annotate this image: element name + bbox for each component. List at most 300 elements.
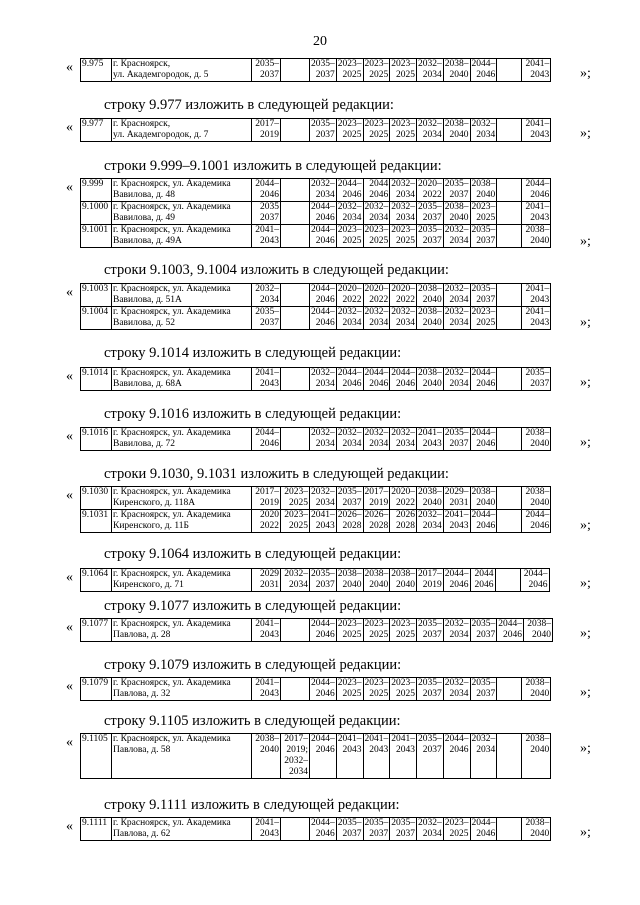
- period-cell: [497, 428, 522, 451]
- period-cell-line: 2046: [342, 379, 362, 389]
- period-cell: [390, 368, 417, 391]
- section-heading: строку 9.1064 изложить в следующей редакции:: [104, 546, 402, 562]
- period-cell-line: [498, 689, 520, 700]
- row-number: 9.1077: [81, 619, 112, 642]
- period-cell-line: 2043: [260, 829, 279, 839]
- period-cell: [495, 569, 520, 592]
- period-cell-line: 2034: [449, 236, 469, 246]
- amendment-table-block: [80, 733, 551, 779]
- period-cell-line: 2034: [289, 767, 308, 777]
- close-quote: »;: [580, 126, 591, 141]
- period-cell-line: 2025: [396, 70, 415, 80]
- period-cell-line: 2038–: [471, 487, 496, 497]
- period-cell-line: 2032–: [444, 368, 469, 378]
- period-cell: [336, 569, 363, 592]
- period-cell-line: 2020–: [337, 284, 362, 294]
- amendment-table: [80, 618, 553, 642]
- period-cell-line: 2046: [449, 580, 469, 590]
- period-cell-line: 2037: [449, 439, 469, 449]
- period-cell-line: 2023–: [391, 225, 415, 235]
- period-cell-line: [282, 70, 308, 81]
- address-cell: [112, 569, 252, 592]
- period-cell-line: [498, 498, 520, 509]
- period-cell-line: 2023–: [284, 487, 308, 497]
- period-cell-line: 2038–: [527, 619, 551, 629]
- row-number: 9.1105: [81, 734, 112, 779]
- period-cell: [281, 368, 310, 391]
- period-cell-line: 2038–: [444, 119, 469, 129]
- period-cell: [281, 179, 310, 202]
- period-cell: [522, 368, 551, 391]
- period-cell-line: [498, 678, 520, 689]
- period-cell-line: 2046: [315, 689, 335, 699]
- period-cell-line: 2023–: [471, 307, 496, 317]
- period-cell-line: [282, 190, 308, 201]
- period-cell: [281, 307, 310, 330]
- period-cell-line: 2043: [260, 379, 279, 389]
- period-cell-line: 2037: [315, 130, 335, 140]
- period-cell: [281, 428, 310, 451]
- period-cell: [310, 619, 337, 642]
- period-cell-line: 2028: [342, 521, 362, 531]
- period-cell: [281, 734, 310, 779]
- period-cell: [310, 307, 337, 330]
- period-cell-line: 2025: [369, 689, 389, 699]
- period-cell: [417, 678, 444, 701]
- period-cell-line: 2046: [449, 745, 469, 755]
- period-cell-line: 2035–: [418, 619, 442, 629]
- period-cell-line: 2023–: [337, 59, 362, 69]
- address-cell-line: г. Красноярск,: [113, 119, 171, 129]
- period-cell-line: 2044–: [255, 428, 279, 438]
- period-cell: [252, 510, 281, 533]
- period-cell: [363, 818, 390, 841]
- period-cell-line: 2032–: [255, 284, 279, 294]
- period-cell-line: [282, 379, 308, 390]
- period-cell-line: 2034: [260, 295, 279, 305]
- address-cell-line: г. Красноярск, ул. Академика: [113, 510, 231, 520]
- period-cell-line: 2025: [476, 318, 496, 328]
- period-cell-line: 2046: [530, 521, 550, 531]
- period-cell: [522, 428, 551, 451]
- address-cell-line: Киренского, д. 118А: [113, 498, 196, 508]
- period-cell-line: 2017–: [255, 487, 279, 497]
- period-cell: [443, 678, 470, 701]
- period-cell-line: 2041–: [525, 307, 550, 317]
- period-cell-line: 2040: [422, 379, 442, 389]
- amendment-table-block: [80, 618, 553, 642]
- address-cell: [112, 619, 252, 642]
- period-cell-line: 2035–: [444, 428, 469, 438]
- period-cell: [417, 179, 444, 202]
- address-cell-line: Павлова, д. 28: [113, 630, 171, 640]
- address-cell-line: г. Красноярск,: [113, 59, 171, 69]
- period-cell-line: 2035–: [311, 59, 335, 69]
- close-quote: »;: [580, 234, 591, 249]
- period-cell-line: 2040: [530, 236, 550, 246]
- table-row: [81, 368, 551, 391]
- period-cell-line: 2037: [260, 318, 279, 328]
- period-cell-line: 2044–: [444, 569, 469, 579]
- period-cell-line: 2023–: [337, 119, 362, 129]
- period-cell: [336, 487, 363, 510]
- period-cell-line: 2023–: [391, 119, 415, 129]
- period-cell-line: 2017–: [284, 734, 308, 744]
- period-cell-line: 2031: [260, 580, 279, 590]
- period-cell-line: 2034: [315, 498, 335, 508]
- period-cell-line: 2035–: [471, 225, 496, 235]
- period-cell-line: 2044–: [311, 734, 335, 744]
- period-cell-line: 2035–: [418, 678, 442, 688]
- period-cell: [252, 619, 281, 642]
- period-cell-line: 2044–: [471, 428, 496, 438]
- period-cell: [310, 284, 337, 307]
- period-cell: [336, 619, 363, 642]
- period-cell-line: 2037: [476, 236, 496, 246]
- period-cell-line: 2038–: [418, 284, 442, 294]
- address-cell: [112, 179, 252, 202]
- period-cell: [390, 678, 417, 701]
- period-cell-line: 2032–: [444, 225, 469, 235]
- close-quote: »;: [580, 685, 591, 700]
- period-cell-line: 2037: [422, 236, 442, 246]
- period-cell-line: [282, 236, 308, 247]
- period-cell: [470, 59, 497, 82]
- amendment-table-block: [80, 118, 551, 142]
- period-cell-line: 2037: [422, 689, 442, 699]
- period-cell-line: 2026: [396, 510, 415, 520]
- open-quote: «: [66, 369, 73, 384]
- period-cell-line: 2044–: [444, 734, 469, 744]
- period-cell-line: 2032–: [337, 428, 362, 438]
- period-cell-line: 2046: [315, 829, 335, 839]
- table-row: [81, 818, 551, 841]
- period-cell: [522, 307, 551, 330]
- amendment-table-block: [80, 568, 550, 592]
- period-cell: [417, 734, 444, 779]
- period-cell-line: 2022: [396, 498, 415, 508]
- period-cell-line: 2040: [422, 498, 442, 508]
- period-cell-line: 2034: [342, 318, 362, 328]
- period-cell-line: 2023–: [337, 225, 362, 235]
- period-cell-line: [498, 318, 520, 329]
- address-cell-line: Вавилова, д. 68А: [113, 379, 182, 389]
- period-cell-line: 2025: [369, 70, 389, 80]
- period-cell-line: [498, 179, 520, 190]
- address-cell: [112, 510, 252, 533]
- period-cell: [281, 487, 310, 510]
- period-cell-line: 2034: [422, 130, 442, 140]
- period-cell-line: 2025: [289, 521, 308, 531]
- period-cell: [310, 225, 337, 248]
- period-cell-line: 2034: [315, 439, 335, 449]
- period-cell-line: [282, 439, 308, 450]
- row-number: 9.1031: [81, 510, 112, 533]
- period-cell: [497, 678, 522, 701]
- period-cell-line: [282, 119, 308, 130]
- period-cell-line: 2023–: [337, 619, 362, 629]
- period-cell: [417, 428, 444, 451]
- period-cell-line: 2025: [342, 70, 362, 80]
- period-cell: [522, 510, 551, 533]
- period-cell: [336, 307, 363, 330]
- period-cell: [522, 487, 551, 510]
- period-cell: [522, 734, 551, 779]
- period-cell: [390, 119, 417, 142]
- period-cell: [417, 119, 444, 142]
- period-cell-line: [498, 428, 520, 439]
- period-cell-line: 2044–: [311, 202, 335, 212]
- period-cell-line: 2041–: [444, 510, 469, 520]
- period-cell-line: 2041–: [255, 368, 279, 378]
- period-cell-line: 2046: [476, 379, 496, 389]
- address-cell-line: ул. Академгородок, д. 5: [113, 70, 209, 80]
- table-row: [81, 734, 551, 779]
- period-cell-line: 2035–: [364, 818, 389, 828]
- period-cell-line: 2046: [315, 318, 335, 328]
- table-row: [81, 428, 551, 451]
- period-cell: [336, 678, 363, 701]
- period-cell-line: 2023–: [391, 59, 415, 69]
- page-number: 20: [313, 34, 327, 49]
- period-cell-line: 2035–: [311, 119, 335, 129]
- period-cell-line: 2043: [342, 745, 362, 755]
- address-cell-line: г. Красноярск, ул. Академика: [113, 734, 231, 744]
- period-cell-line: 2032–: [391, 202, 415, 212]
- table-row: [81, 284, 551, 307]
- period-cell-line: 2046: [369, 379, 389, 389]
- period-cell-line: 2032–: [471, 734, 496, 744]
- address-cell: [112, 307, 252, 330]
- period-cell-line: 2035–: [525, 368, 550, 378]
- period-cell: [524, 619, 553, 642]
- period-cell: [443, 59, 470, 82]
- amendment-table-block: [80, 367, 551, 391]
- period-cell: [252, 569, 281, 592]
- period-cell-line: 2041–: [337, 734, 362, 744]
- period-cell: [497, 284, 522, 307]
- period-cell: [310, 119, 337, 142]
- period-cell-line: 2038–: [391, 569, 415, 579]
- period-cell-line: [498, 130, 520, 141]
- address-cell-line: г. Красноярск, ул. Академика: [113, 368, 231, 378]
- period-cell: [443, 428, 470, 451]
- period-cell-line: 2023–: [284, 510, 308, 520]
- address-cell-line: Павлова, д. 32: [113, 689, 171, 699]
- address-cell-line: г. Красноярск, ул. Академика: [113, 307, 231, 317]
- close-quote: »;: [580, 315, 591, 330]
- open-quote: «: [66, 735, 73, 750]
- period-cell: [390, 619, 417, 642]
- period-cell-line: [282, 829, 308, 840]
- section-heading: строку 9.977 изложить в следующей редакции:: [104, 97, 394, 113]
- row-number: 9.1000: [81, 202, 112, 225]
- period-cell-line: 2035–: [471, 678, 496, 688]
- period-cell-line: 2035–: [391, 818, 415, 828]
- period-cell-line: 2043: [530, 318, 550, 328]
- period-cell: [336, 818, 363, 841]
- period-cell-line: 2040: [369, 580, 389, 590]
- address-cell: [112, 734, 252, 779]
- period-cell-line: [498, 295, 520, 306]
- period-cell: [310, 569, 337, 592]
- period-cell: [470, 487, 497, 510]
- period-cell-line: 2023–: [364, 225, 389, 235]
- period-cell: [470, 119, 497, 142]
- period-cell: [417, 307, 444, 330]
- period-cell: [252, 487, 281, 510]
- period-cell-line: 2038–: [525, 734, 550, 744]
- period-cell: [336, 510, 363, 533]
- period-cell-line: 2035–: [418, 225, 442, 235]
- period-cell-line: 2041–: [364, 734, 389, 744]
- period-cell-line: 2022: [396, 295, 415, 305]
- period-cell-line: 2023–: [337, 678, 362, 688]
- period-cell: [310, 179, 337, 202]
- period-cell-line: 2043: [315, 521, 335, 531]
- address-cell-line: г. Красноярск, ул. Академика: [113, 619, 231, 629]
- period-cell: [470, 307, 497, 330]
- address-cell-line: г. Красноярск, ул. Академика: [113, 284, 231, 294]
- period-cell-line: 2043: [530, 130, 550, 140]
- period-cell-line: 2017–: [418, 569, 442, 579]
- amendment-table: [80, 178, 551, 248]
- period-cell-line: 2032–: [364, 202, 389, 212]
- period-cell-line: 2037: [260, 213, 279, 223]
- period-cell: [497, 510, 522, 533]
- period-cell-line: 2034: [422, 521, 442, 531]
- period-cell-line: 2034: [476, 130, 496, 140]
- period-cell: [470, 202, 497, 225]
- period-cell-line: 2035–: [255, 59, 279, 69]
- period-cell: [390, 59, 417, 82]
- period-cell-line: 2034: [315, 190, 335, 200]
- period-cell: [417, 510, 444, 533]
- period-cell-line: 2037: [476, 630, 496, 640]
- address-cell: [112, 284, 252, 307]
- period-cell-line: 2046: [315, 236, 335, 246]
- period-cell-line: 2032–: [391, 179, 415, 189]
- period-cell-line: [282, 307, 308, 318]
- period-cell-line: 2041–: [525, 119, 550, 129]
- address-cell-line: Вавилова, д. 48: [113, 190, 176, 200]
- period-cell: [281, 569, 310, 592]
- period-cell: [417, 619, 444, 642]
- period-cell-line: 2032–: [364, 428, 389, 438]
- period-cell-line: 2034: [342, 439, 362, 449]
- period-cell-line: 2040: [449, 70, 469, 80]
- period-cell-line: 2022: [369, 295, 389, 305]
- period-cell-line: 2040: [530, 498, 550, 508]
- period-cell: [310, 678, 337, 701]
- table-row: [81, 202, 551, 225]
- period-cell-line: 2043: [530, 295, 550, 305]
- period-cell: [470, 368, 497, 391]
- amendment-table-block: [80, 178, 551, 248]
- open-quote: «: [66, 60, 73, 75]
- close-quote: »;: [580, 518, 591, 533]
- period-cell-line: 2044–: [525, 179, 550, 189]
- period-cell-line: [282, 678, 308, 689]
- address-cell-line: г. Красноярск, ул. Академика: [113, 202, 231, 212]
- period-cell-line: 2037: [530, 379, 550, 389]
- period-cell: [417, 59, 444, 82]
- period-cell-line: 2025: [476, 213, 496, 223]
- period-cell-line: 2026–: [364, 510, 389, 520]
- period-cell-line: 2035–: [471, 284, 496, 294]
- period-cell: [252, 225, 281, 248]
- address-cell: [112, 487, 252, 510]
- open-quote: «: [66, 488, 73, 503]
- period-cell: [252, 734, 281, 779]
- period-cell: [390, 225, 417, 248]
- period-cell: [497, 59, 522, 82]
- period-cell-line: 2023–: [364, 678, 389, 688]
- period-cell: [363, 487, 390, 510]
- period-cell-line: [282, 318, 308, 329]
- period-cell: [522, 284, 551, 307]
- period-cell: [443, 368, 470, 391]
- period-cell-line: [498, 379, 520, 390]
- open-quote: «: [66, 620, 73, 635]
- period-cell: [252, 119, 281, 142]
- period-cell-line: 2034: [369, 318, 389, 328]
- period-cell-line: 2025: [342, 630, 362, 640]
- period-cell-line: [282, 428, 308, 439]
- period-cell-line: 2023–: [364, 59, 389, 69]
- address-cell-line: Киренского, д. 71: [113, 580, 184, 590]
- period-cell-line: 2032–: [418, 818, 442, 828]
- period-cell: [390, 428, 417, 451]
- row-number: 9.1016: [81, 428, 112, 451]
- section-heading: строку 9.1105 изложить в следующей редакции:: [104, 713, 401, 729]
- period-cell: [470, 619, 497, 642]
- period-cell: [363, 119, 390, 142]
- period-cell: [281, 225, 310, 248]
- row-number: 9.1014: [81, 368, 112, 391]
- section-heading: строку 9.1014 изложить в следующей редакции:: [104, 345, 402, 361]
- table-row: [81, 510, 551, 533]
- close-quote: »;: [580, 825, 591, 840]
- period-cell-line: 2025: [396, 130, 415, 140]
- period-cell-line: [282, 689, 308, 700]
- period-cell-line: [282, 213, 308, 224]
- period-cell: [443, 284, 470, 307]
- period-cell: [443, 119, 470, 142]
- period-cell: [363, 510, 390, 533]
- period-cell-line: [498, 236, 520, 247]
- period-cell-line: 2044–: [525, 510, 550, 520]
- period-cell-line: 2025: [396, 236, 415, 246]
- period-cell: [522, 818, 551, 841]
- period-cell: [497, 307, 522, 330]
- period-cell-line: [498, 734, 520, 745]
- period-cell: [443, 619, 470, 642]
- period-cell-line: 2040: [449, 130, 469, 140]
- period-cell: [363, 179, 390, 202]
- period-cell-line: 2034: [449, 295, 469, 305]
- period-cell: [390, 487, 417, 510]
- section-heading: строки 9.1030, 9.1031 изложить в следующей редакции:: [104, 466, 449, 482]
- period-cell: [520, 569, 549, 592]
- period-cell-line: 2037: [342, 498, 362, 508]
- period-cell-line: 2037: [422, 213, 442, 223]
- period-cell-line: 2044–: [391, 368, 415, 378]
- period-cell-line: 2035–: [311, 569, 335, 579]
- period-cell-line: 2019: [422, 580, 442, 590]
- period-cell: [470, 734, 497, 779]
- amendment-table: [80, 118, 551, 142]
